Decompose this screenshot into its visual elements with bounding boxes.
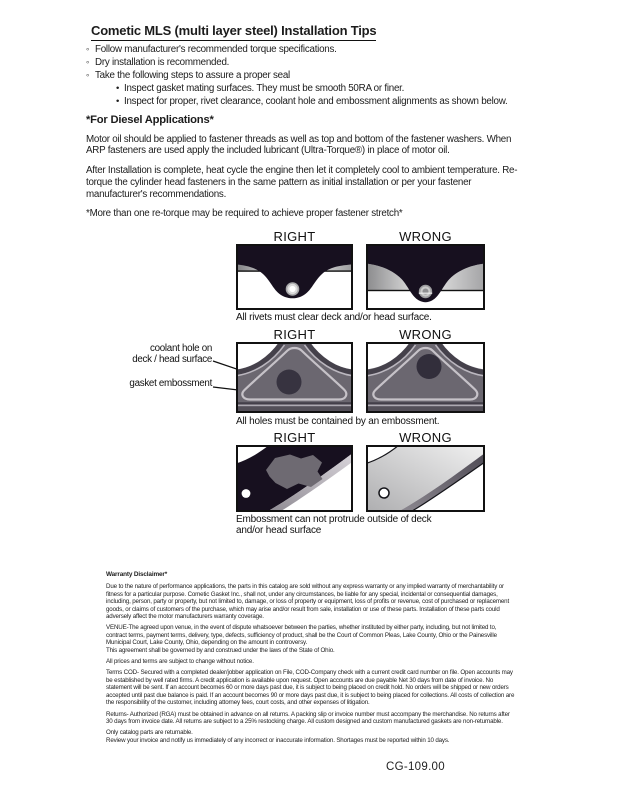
coolant-hole-outside: [417, 354, 442, 379]
legal-paragraph: Due to the nature of performance applications, the parts in this catalog are sold without any express warranty or any implied warranty of merchantability or fitness for a particular purpose. Cometic Gasket Inc., shall not, under any circumstances, be liable for any special, incidental or consequential damages, including, person, party or property, but not limited to, damage, or loss of property or equipment, loss of profits or revenue, cost of purchased or replacement goods, or claims of customers of the purchase, which may arise and/or result from sale, installation or use of these parts. Installation of these parts could adversely affect the motor manufacturers warranty coverage.: [106, 583, 510, 621]
coolant-hole: [277, 370, 302, 395]
legal-paragraph: Review your invoice and notify us immediately of any incorrect or inaccurate information. Shortages must be reported within 10 days.: [106, 736, 450, 744]
figure2-wrong-label: WRONG: [399, 327, 452, 342]
legal-paragraph: VENUE-The agreed upon venue, in the event of dispute whatsoever between the parties, whether instituted by either party, including, but not limited to, contract terms, payment terms, delivery, type, defects, sufficiency of product, shall be the Court of Common Pleas, Lake County, Ohio or the Painesville Municipal Court, Lake County, Ohio, depending on the amount in controversy.: [106, 624, 497, 647]
diesel-applications-section: [86, 115, 531, 228]
list-item: [86, 83, 591, 96]
legal-paragraph: Terms COD- Secured with a completed dealer/jobber application on File, COD-Company check with a current credit card number on file. Open accounts may be established by well rated firms. A credit application is available upon request. Open accounts are due payable Net 30 days from date of invoice. No statement will be sent. If an account becomes 60 or more days past due, it is subject to being placed on credit hold. No orders will be shipped or new orders accepted until past due balance is paid. If an account becomes 90 or more days past due, it is subject to being placed for collections. All costs of collection are the responsibility of the customer, including attorney fees, court costs, and other expenses of litigation.: [106, 669, 515, 707]
installation-tips-list: [86, 44, 591, 109]
figure-embossment-right: [236, 342, 353, 413]
coolant-hole-annotation: [86, 344, 212, 365]
figure2-caption: All holes must be contained by an embossment.: [236, 416, 440, 427]
legal-paragraph: Returns- Authorized (RGA) must be obtained in advance on all returns. A packing slip or invoice number must accompany the merchandise. No returns after 30 days from invoice date. All returns are subject to a 25% restocking charge. All custom designed and custom manufactured gaskets are non-returnable.: [106, 710, 510, 725]
annotation-text: deck / head surface: [132, 353, 212, 365]
tip-text: Follow manufacturer's recommended torque specifications.: [95, 44, 337, 55]
section-heading: *For Diesel Applications*: [86, 114, 214, 126]
figure-protrusion-right: [236, 445, 353, 512]
figure-embossment-wrong: [366, 342, 485, 413]
legal-heading: Warranty Disclaimer*: [106, 571, 168, 578]
paragraph: Motor oil should be applied to fastener threads as well as top and bottom of the fastener washers. When ARP fasteners are used apply the included lubricant (Ultra-Torque®) in place of motor oil.: [86, 133, 512, 157]
list-item: [86, 44, 591, 57]
figure-protrusion-wrong: [366, 445, 485, 512]
tip-text: Take the following steps to assure a proper seal: [95, 69, 290, 81]
rivet-icon-interfering: [418, 284, 432, 298]
bolt-hole: [242, 489, 251, 498]
figure2-right-label: RIGHT: [273, 327, 316, 342]
list-item: [86, 70, 591, 83]
figure1-caption: All rivets must clear deck and/or head surface.: [236, 312, 432, 323]
page-title: Cometic MLS (multi layer steel) Installation Tips: [91, 23, 376, 41]
caption-line: Embossment can not protrude outside of deck: [236, 514, 432, 525]
tip-text: Inspect for proper, rivet clearance, coolant hole and embossment alignments as shown below.: [124, 95, 508, 107]
tip-text: Dry installation is recommended.: [95, 56, 230, 68]
figure3-caption: [236, 514, 431, 536]
paragraph: After Installation is complete, heat cycle the engine then let it completely cool to ambient temperature. Re-torque the cylinder head fasteners in the same pattern as initial installation or per your fastener manufacturer's recommendations.: [86, 165, 518, 200]
retorque-note: *More than one re-torque may be required to achieve proper fastener stretch*: [86, 208, 403, 220]
figure-rivet-wrong: [366, 244, 485, 310]
page-number: CG-109.00: [386, 761, 445, 773]
legal-paragraph: Only catalog parts are returnable.: [106, 729, 193, 737]
tip-text: Inspect gasket mating surfaces. They must be smooth 50RA or finer.: [124, 82, 405, 94]
legal-paragraph: All prices and terms are subject to change without notice.: [106, 658, 254, 666]
rivet-icon: [285, 282, 300, 297]
list-item: [86, 96, 591, 109]
figure1-wrong-label: WRONG: [399, 229, 452, 244]
figure-rivet-right: [236, 244, 353, 310]
figure1-right-label: RIGHT: [273, 229, 316, 244]
legal-paragraph: This agreement shall be governed by and construed under the laws of the State of Ohio.: [106, 646, 335, 654]
list-item: [86, 57, 591, 70]
figure3-right-label: RIGHT: [273, 430, 316, 445]
warranty-disclaimer-section: [106, 571, 516, 748]
gasket-embossment-annotation: gasket embossment: [129, 378, 212, 389]
bolt-hole: [379, 488, 389, 498]
figure3-wrong-label: WRONG: [399, 430, 452, 445]
annotation-text: coolant hole on: [150, 343, 212, 354]
caption-line: and/or head surface: [236, 525, 322, 536]
